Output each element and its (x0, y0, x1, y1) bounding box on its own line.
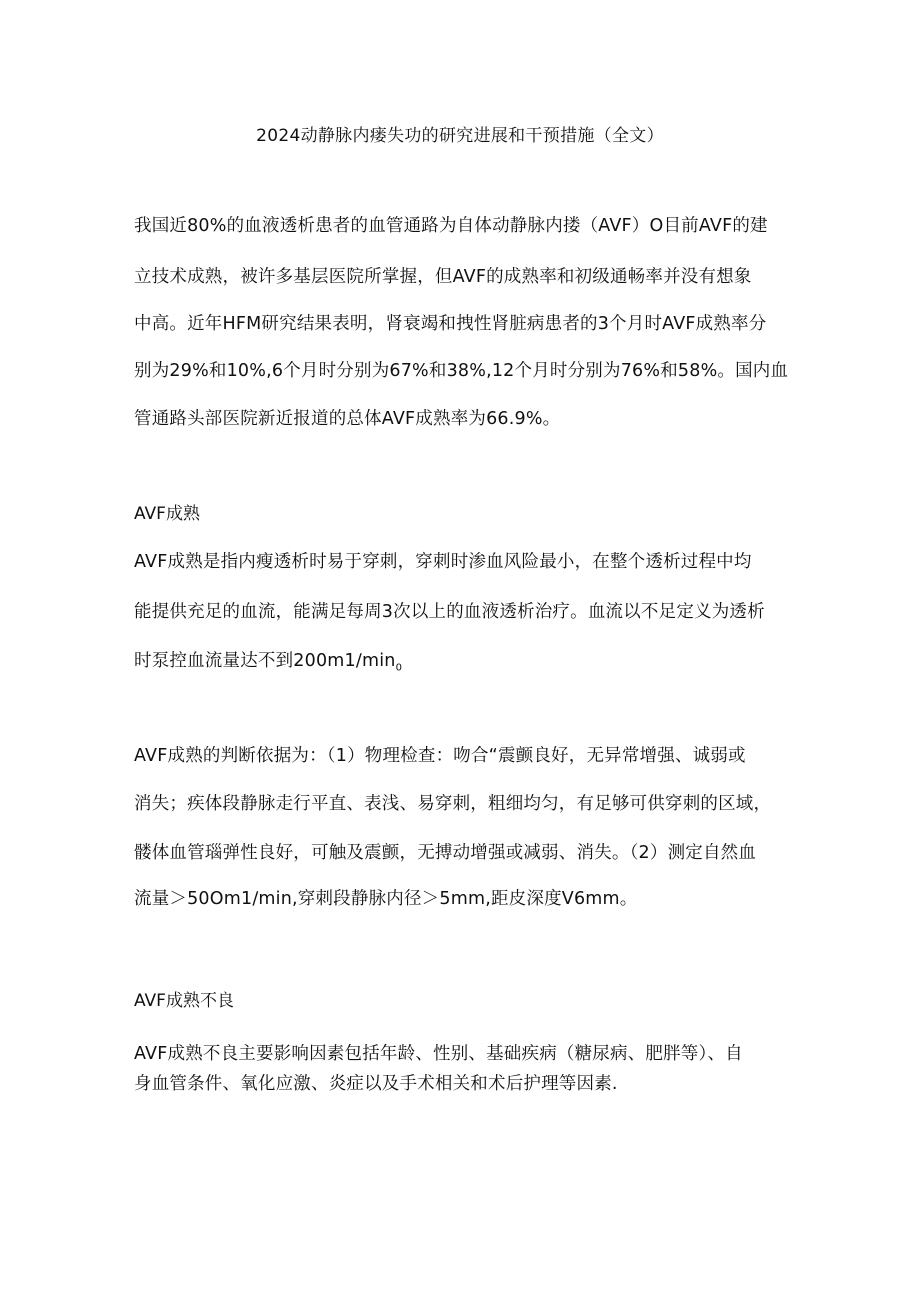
section2-line-3: 髅体血管瑙弹性良好，可触及震颤，无搏动增强或减弱、消失。（2）测定自然血 (134, 843, 757, 863)
section-heading-avf-poor-maturation: AVF成熟不良 (134, 991, 234, 1011)
intro-line-4: 别为29%和10%,6个月时分别为67%和38%,12个月时分别为76%和58%。国内血 (134, 361, 789, 381)
intro-line-2: 立技术成熟，被许多基层医院所掌握，但AVF的成熟率和初级通畅率并没有想象 (134, 267, 752, 287)
document-title: 2024动静脉内瘘失功的研究进展和干预措施（全文） (256, 126, 664, 146)
section1-line-1: AVF成熟是指内瘦透析时易于穿刺，穿刺时渗血风险最小，在整个透析过程中均 (134, 552, 752, 572)
section1-line-3 (134, 648, 402, 682)
section3-line-2: 身血管条件、氧化应激、炎症以及手术相关和术后护理等因素. (134, 1074, 618, 1094)
section-heading-avf-maturation: AVF成熟 (134, 504, 200, 524)
section1-line-3-text: 时泵控血流量达不到200m1∕min (134, 651, 396, 671)
intro-line-5: 管通路头部医院新近报道的总体AVF成熟率为66.9%。 (134, 409, 561, 429)
section2-line-4: 流量＞50Om1∕min,穿刺段静脉内径＞5mm,距皮深度V6mm。 (134, 889, 638, 909)
section3-line-1: AVF成熟不良主要影响因素包括年龄、性别、基础疾病（糖尿病、肥胖等）、自 (134, 1044, 743, 1064)
section1-line-3-subscript: 0 (395, 662, 403, 674)
section2-line-2: 消失；疾体段静脉走行平直、表浅、易穿刺，粗细均匀，有足够可供穿刺的区域， (134, 794, 772, 814)
intro-line-3: 中高。近年HFM研究结果表明，肾衰竭和拽性肾脏病患者的3个月时AVF成熟率分 (134, 314, 767, 334)
section2-line-1: AVF成熟的判断依据为：（1）物理检查：吻合“震颤良好，无异常增强、诚弱或 (134, 746, 746, 766)
intro-line-1: 我国近80%的血液透析患者的血管通路为自体动静脉内搂（AVF）O目前AVF的建 (134, 216, 768, 236)
section1-line-2: 能提供充足的血流，能满足每周3次以上的血液透析治疗。血流以不足定义为透析 (134, 602, 765, 622)
